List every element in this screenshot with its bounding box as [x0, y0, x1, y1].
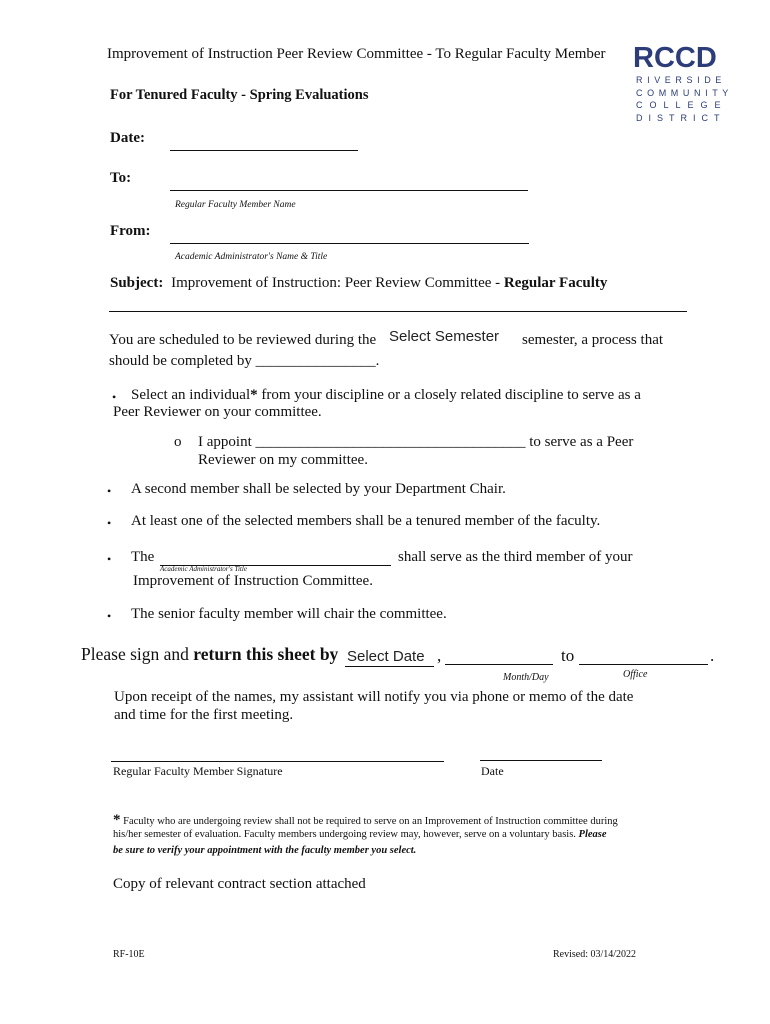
notify-line-1: Upon receipt of the names, my assistant will notify you via phone or memo of the date [114, 689, 634, 705]
rccd-logo [633, 42, 733, 124]
return-text-b: return this sheet by [193, 644, 339, 664]
logo-line-3: COLLEGE [636, 100, 728, 110]
sub-bullet-marker: o [174, 434, 182, 450]
footnote-line-1 [113, 812, 618, 829]
bullet-3-text: At least one of the selected members shall be a tenured member of the faculty. [131, 513, 601, 529]
return-date-underline [345, 666, 434, 667]
logo-line-2: COMMUNITY [636, 87, 733, 98]
bullet-1-text-b: from your discipline or a closely related discipline to serve as a [257, 387, 641, 403]
form-subtitle: For Tenured Faculty - Spring Evaluations [110, 87, 369, 103]
to-caption: Regular Faculty Member Name [175, 200, 296, 210]
subject-divider [109, 311, 687, 312]
bullet-marker: • [112, 390, 117, 404]
bullet-1-text-a: Select an individual [131, 387, 251, 403]
asterisk-marker: * [250, 387, 258, 403]
bullet-1-line-1 [131, 387, 641, 404]
subject-text: Improvement of Instruction: Peer Review Committee - [171, 275, 504, 291]
from-field[interactable] [170, 243, 529, 244]
revised-date: Revised: 03/14/2022 [553, 949, 637, 960]
return-instruction [81, 644, 338, 665]
appoint-line-1: I appoint ____________________________________ to serve as a Peer [198, 434, 634, 450]
return-comma: , [437, 646, 442, 665]
bullet-marker: • [107, 552, 112, 566]
return-to: to [561, 646, 575, 665]
return-period: . [710, 646, 715, 665]
footnote-text-2a: his/her semester of evaluation. Faculty members undergoing review may, however, serve on a voluntary basis. [113, 829, 579, 840]
footnote-line-3: be sure to verify your appointment with the faculty member you select. [113, 845, 417, 856]
from-caption: Academic Administrator's Name & Title [175, 252, 328, 262]
footnote-star: * [113, 812, 121, 828]
bullet-4-text-a: The [131, 549, 155, 565]
signature-date-field[interactable] [480, 760, 602, 761]
footnote-line-2 [113, 829, 607, 840]
return-date-select[interactable]: Select Date [347, 648, 425, 665]
bullet-marker: • [107, 484, 112, 498]
month-day-caption: Month/Day [503, 672, 549, 683]
month-day-field[interactable] [445, 664, 553, 665]
office-caption: Office [623, 669, 648, 680]
logo-line-1: RIVERSIDE [636, 75, 726, 85]
return-text-a: Please sign and [81, 644, 194, 664]
signature-caption: Regular Faculty Member Signature [113, 764, 283, 778]
logo-line-4: DISTRICT [636, 112, 726, 123]
office-field[interactable] [579, 664, 708, 665]
notify-line-2: and time for the first meeting. [114, 707, 294, 723]
bullet-marker: • [107, 516, 112, 530]
date-label: Date: [110, 130, 145, 146]
subject-bold: Regular Faculty [503, 275, 608, 291]
bullet-4-line-2: Improvement of Instruction Committee. [133, 573, 373, 589]
footnote-text-1: Faculty who are undergoing review shall not be required to serve on an Improvement of Instruction committee during [120, 816, 618, 827]
intro-text-2: semester, a process that [522, 332, 664, 348]
bullet-5-text: The senior faculty member will chair the committee. [131, 606, 447, 622]
to-label: To: [110, 170, 132, 186]
from-label: From: [110, 223, 151, 239]
footnote-text-2b: Please [578, 829, 607, 840]
bullet-1-line-2: Peer Reviewer on your committee. [113, 404, 322, 420]
attachment-note: Copy of relevant contract section attached [113, 876, 366, 892]
subject-label: Subject: [110, 275, 164, 291]
bullet-marker: • [107, 609, 112, 623]
form-id: RF-10E [113, 949, 145, 960]
bullet-4-text-b: shall serve as the third member of your [398, 549, 633, 565]
semester-select[interactable]: Select Semester [389, 328, 500, 345]
form-title: Improvement of Instruction Peer Review Committee - To Regular Faculty Member [107, 46, 606, 62]
signature-date-caption: Date [481, 764, 504, 778]
admin-title-caption: Academic Administrator's Title [160, 565, 247, 573]
appoint-line-2: Reviewer on my committee. [198, 452, 368, 468]
intro-line-2: should be completed by ________________. [109, 353, 380, 369]
intro-text-1: You are scheduled to be reviewed during the [109, 332, 377, 348]
bullet-2-text: A second member shall be selected by your Department Chair. [131, 481, 506, 497]
date-field[interactable] [170, 150, 358, 151]
logo-abbr: RCCD [633, 42, 717, 74]
signature-field[interactable] [111, 761, 444, 762]
to-field[interactable] [170, 190, 528, 191]
subject-line [110, 275, 607, 292]
